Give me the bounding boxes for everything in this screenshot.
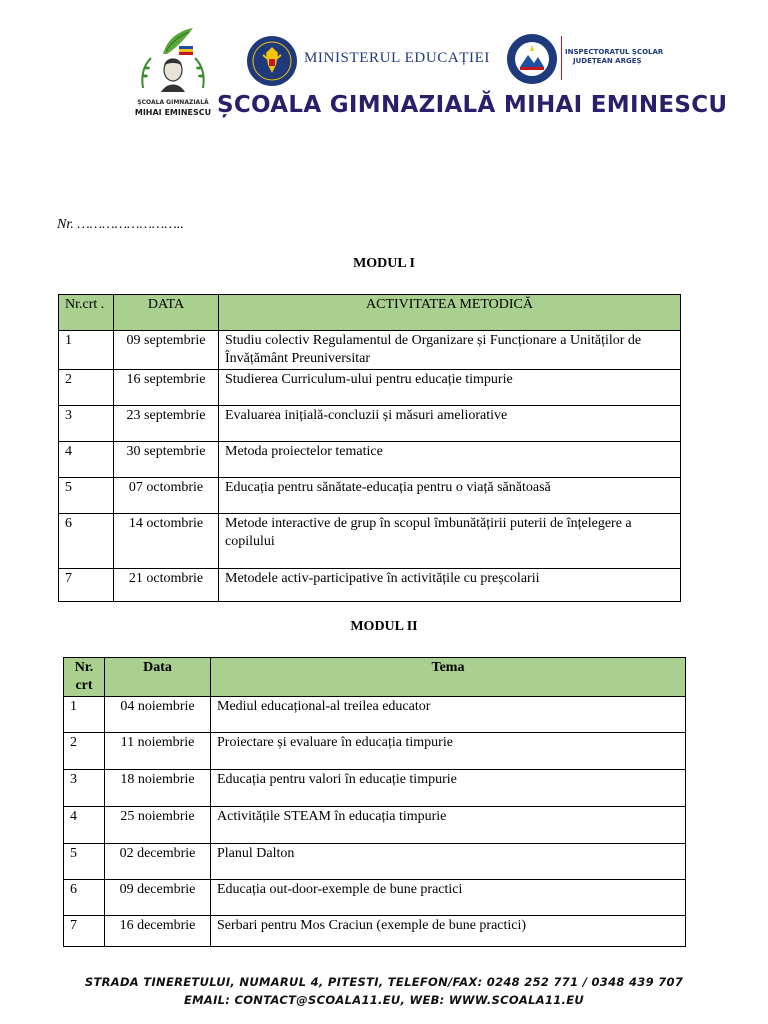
footer-address: STRADA TINERETULUI, NUMARUL 4, PITESTI, TELEFON/FAX: 0248 252 771 / 0348 439 707 [84, 975, 684, 989]
row-date: 07 octombrie [114, 478, 219, 514]
footer-contact: EMAIL: CONTACT@SCOALA11.EU, WEB: WWW.SCOALA11.EU [183, 993, 585, 1007]
table-row [59, 406, 681, 442]
row-activity: Studierea Curriculum-ului pentru educație timpurie [219, 370, 681, 406]
table-row [64, 916, 686, 947]
row-date: 16 decembrie [105, 916, 211, 947]
column-header-nr: Nr. crt [64, 658, 105, 697]
row-number: 1 [59, 331, 114, 370]
row-number: 6 [64, 880, 105, 916]
table-row [59, 370, 681, 406]
row-topic: Proiectare și evaluare în educația timpurie [211, 733, 686, 770]
row-number: 2 [64, 733, 105, 770]
letterhead [0, 0, 768, 140]
school-logo [133, 26, 213, 124]
table-row [64, 697, 686, 733]
column-header-date: DATA [114, 295, 219, 331]
row-topic: Activitățile STEAM în educația timpurie [211, 807, 686, 844]
table-row [64, 880, 686, 916]
row-number: 5 [59, 478, 114, 514]
module-1-table [58, 294, 681, 602]
school-logo-caption-bottom: MIHAI EMINESCU [134, 108, 212, 117]
row-number: 7 [59, 569, 114, 602]
ministry-name: MINISTERUL EDUCAȚIEI [304, 50, 491, 66]
row-topic: Educația out-door-exemple de bune practici [211, 880, 686, 916]
row-number: 7 [64, 916, 105, 947]
row-date: 21 octombrie [114, 569, 219, 602]
table-row [59, 569, 681, 602]
row-activity: Metodele activ-participative în activitățile cu preșcolarii [219, 569, 681, 602]
row-topic: Serbari pentru Mos Craciun (exemple de bune practici) [211, 916, 686, 947]
row-date: 23 septembrie [114, 406, 219, 442]
row-date: 14 octombrie [114, 514, 219, 569]
module-2-table [63, 657, 686, 947]
row-activity: Metode interactive de grup în scopul îmbunătățirii puterii de înțelegere a copilului [219, 514, 681, 569]
row-activity: Evaluarea inițială-concluzii și măsuri ameliorative [219, 406, 681, 442]
row-number: 4 [59, 442, 114, 478]
inspectorate-name [565, 48, 663, 66]
column-header-topic: Tema [211, 658, 686, 697]
row-date: 30 septembrie [114, 442, 219, 478]
table-row [64, 733, 686, 770]
row-topic: Mediul educațional-al treilea educator [211, 697, 686, 733]
inspectorate-divider [561, 36, 562, 80]
row-number: 3 [59, 406, 114, 442]
row-date: 04 noiembrie [105, 697, 211, 733]
row-number: 4 [64, 807, 105, 844]
column-header-date: Data [105, 658, 211, 697]
column-header-activity: ACTIVITATEA METODICĂ [219, 295, 681, 331]
row-number: 5 [64, 844, 105, 880]
module-2-title: MODUL II [350, 619, 418, 634]
row-date: 25 noiembrie [105, 807, 211, 844]
government-seal-icon [246, 35, 298, 87]
table-row [64, 770, 686, 807]
row-number: 1 [64, 697, 105, 733]
row-activity: Educația pentru sănătate-educația pentru o viață sănătoasă [219, 478, 681, 514]
table-row [64, 807, 686, 844]
row-number: 2 [59, 370, 114, 406]
table-row [59, 478, 681, 514]
school-name: ȘCOALA GIMNAZIALĂ MIHAI EMINESCU [217, 92, 728, 118]
table-row [59, 442, 681, 478]
row-number: 3 [64, 770, 105, 807]
column-header-nr: Nr.crt . [59, 295, 114, 331]
school-inspectorate-seal-icon [506, 33, 558, 85]
registration-number: Nr. …………………….. [57, 217, 184, 232]
row-date: 16 septembrie [114, 370, 219, 406]
module-1-title: MODUL I [353, 256, 415, 271]
row-topic: Educația pentru valori în educație timpurie [211, 770, 686, 807]
row-date: 02 decembrie [105, 844, 211, 880]
table-row [64, 844, 686, 880]
row-activity: Metoda proiectelor tematice [219, 442, 681, 478]
school-logo-caption-top: ȘCOALA GIMNAZIALĂ [137, 99, 209, 106]
row-date: 09 septembrie [114, 331, 219, 370]
row-date: 11 noiembrie [105, 733, 211, 770]
table-row [59, 331, 681, 370]
row-topic: Planul Dalton [211, 844, 686, 880]
inspectorate-line-1: INSPECTORATUL ȘCOLAR [565, 48, 664, 56]
table-row [59, 514, 681, 569]
row-number: 6 [59, 514, 114, 569]
school-emblem-icon [133, 26, 213, 98]
row-activity: Studiu colectiv Regulamentul de Organizare și Funcționare a Unităților de Învățământ Preuniversitar [219, 331, 681, 370]
row-date: 18 noiembrie [105, 770, 211, 807]
inspectorate-line-2: JUDEȚEAN ARGEȘ [573, 57, 642, 65]
row-date: 09 decembrie [105, 880, 211, 916]
